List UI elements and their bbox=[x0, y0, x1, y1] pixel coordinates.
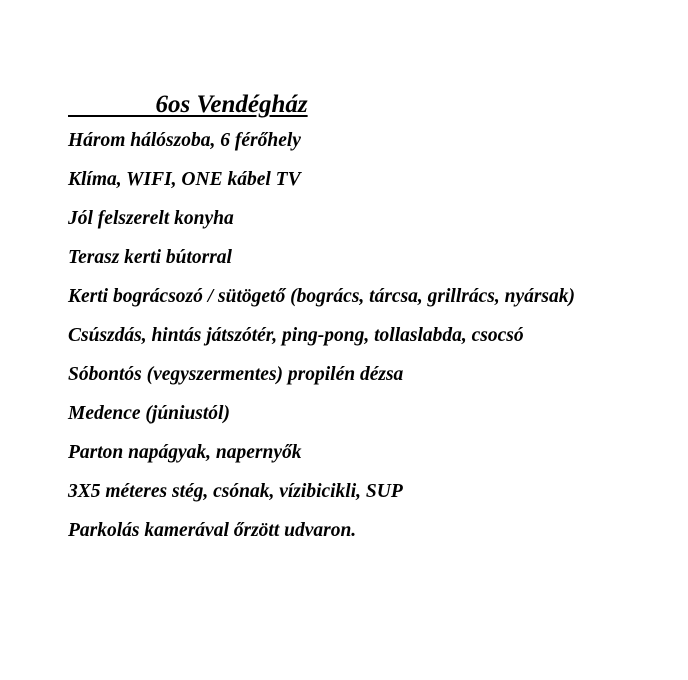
page-title: 6os Vendégház bbox=[68, 91, 308, 118]
feature-item: Klíma, WIFI, ONE kábel TV bbox=[68, 169, 301, 190]
feature-item: Medence (júniustól) bbox=[68, 403, 230, 424]
feature-item: Három hálószoba, 6 férőhely bbox=[68, 130, 301, 151]
feature-item: Csúszdás, hintás játszótér, ping-pong, tollaslabda, csocsó bbox=[68, 325, 524, 346]
feature-list bbox=[68, 130, 668, 542]
document-body bbox=[68, 88, 668, 559]
feature-item: Kerti bográcsozó / sütögető (bogrács, tárcsa, grillrács, nyársak) bbox=[68, 286, 576, 307]
feature-item: Terasz kerti bútorral bbox=[68, 247, 232, 268]
feature-item: Jól felszerelt konyha bbox=[68, 208, 234, 229]
feature-item: 3X5 méteres stég, csónak, vízibicikli, SUP bbox=[68, 481, 403, 502]
feature-item: Parkolás kamerával őrzött udvaron. bbox=[68, 520, 357, 541]
feature-item: Parton napágyak, napernyők bbox=[68, 442, 302, 463]
feature-item: Sóbontós (vegyszermentes) propilén dézsa bbox=[68, 364, 404, 385]
